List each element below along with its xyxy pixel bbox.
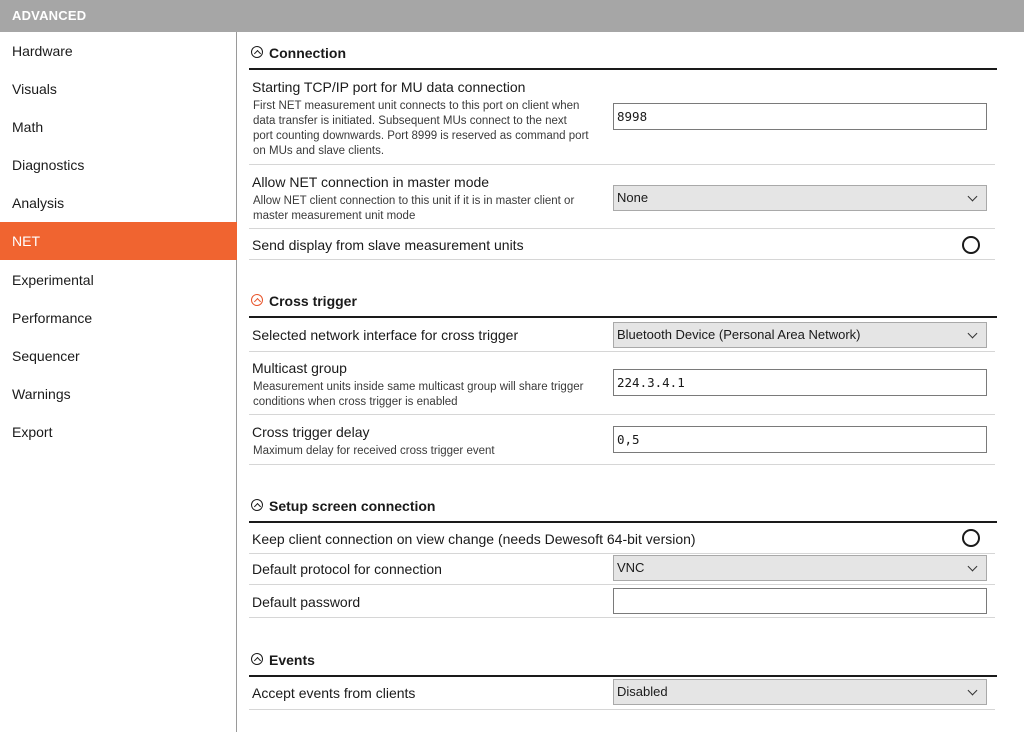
chevron-down-icon [968, 562, 978, 572]
chevron-down-icon [968, 192, 978, 202]
sidebar-item-sequencer[interactable]: Sequencer [12, 348, 80, 364]
setting-row-trigger-delay [249, 415, 995, 465]
setting-title: Cross trigger delay [252, 424, 370, 440]
sidebar-item-analysis[interactable]: Analysis [12, 195, 65, 211]
trigger-delay-input[interactable]: 0,5 [613, 426, 987, 453]
collapse-chevron-icon[interactable] [251, 499, 263, 511]
select-value: None [617, 190, 649, 205]
setting-title: Starting TCP/IP port for MU data connection [252, 79, 526, 95]
sidebar-item-export[interactable]: Export [12, 424, 53, 440]
setting-title: Send display from slave measurement units [252, 237, 524, 253]
multicast-group-input[interactable]: 224.3.4.1 [613, 369, 987, 396]
chevron-down-icon [968, 686, 978, 696]
sidebar-item-visuals[interactable]: Visuals [12, 81, 57, 97]
setting-description: Maximum delay for received cross trigger event [253, 445, 495, 457]
sidebar [0, 32, 237, 732]
setting-title: Multicast group [252, 360, 347, 376]
select-value: Disabled [617, 684, 668, 699]
window-header [0, 0, 1024, 32]
section-header-connection[interactable] [249, 34, 997, 70]
setting-title: Allow NET connection in master mode [252, 174, 490, 190]
section-title: Setup screen connection [269, 498, 436, 514]
sidebar-item-diagnostics[interactable]: Diagnostics [12, 157, 85, 173]
select-value: VNC [617, 560, 645, 575]
sidebar-item-performance[interactable]: Performance [12, 310, 93, 326]
select-value: Bluetooth Device (Personal Area Network) [617, 327, 861, 342]
accept-events-select[interactable] [613, 679, 987, 705]
collapse-chevron-icon[interactable] [251, 653, 263, 665]
section-header-cross-trigger[interactable] [249, 282, 997, 318]
setting-title: Default password [252, 594, 361, 610]
section-header-events[interactable] [249, 641, 997, 677]
sidebar-item-warnings[interactable]: Warnings [12, 386, 71, 402]
send-display-radio[interactable] [962, 236, 980, 254]
network-interface-select[interactable] [613, 322, 987, 348]
sidebar-item-math[interactable]: Math [12, 119, 44, 135]
collapse-chevron-icon[interactable] [251, 46, 263, 58]
keep-client-radio[interactable] [962, 529, 980, 547]
setting-title: Accept events from clients [252, 685, 416, 701]
section-title: Cross trigger [269, 293, 357, 309]
setting-row-password [249, 585, 995, 618]
settings-panel [238, 32, 1024, 732]
setting-row-accept-events [249, 679, 995, 710]
setting-row-protocol [249, 554, 995, 585]
setting-row-multicast [249, 352, 995, 415]
header-title: ADVANCED [12, 8, 87, 23]
setting-description: First NET measurement unit connects to this port on client when data transfer is initiated. Subsequent MUs connect to the next port counting downwards. Port 8999 is reserved as command port on MUs and slave clients. [253, 100, 589, 157]
setting-row-keep-client [249, 525, 995, 554]
sidebar-item-net[interactable]: NET [0, 222, 237, 260]
sidebar-item-hardware[interactable]: Hardware [12, 43, 73, 59]
collapse-chevron-icon[interactable] [251, 294, 263, 306]
chevron-down-icon [968, 329, 978, 339]
setting-title: Selected network interface for cross trigger [252, 327, 519, 343]
protocol-select[interactable] [613, 555, 987, 581]
section-header-setup-screen[interactable] [249, 487, 997, 523]
section-title: Connection [269, 45, 346, 61]
allow-master-select[interactable] [613, 185, 987, 211]
setting-row-network-interface [249, 320, 995, 352]
setting-title: Keep client connection on view change (needs Dewesoft 64-bit version) [252, 531, 696, 547]
section-title: Events [269, 652, 315, 668]
setting-description: Measurement units inside same multicast group will share trigger conditions when cross trigger is enabled [253, 381, 584, 408]
setting-row-start-port [249, 72, 995, 165]
setting-row-allow-master [249, 165, 995, 229]
setting-description: Allow NET client connection to this unit if it is in master client or master measurement unit mode [253, 195, 575, 222]
password-input[interactable] [613, 588, 987, 614]
setting-row-send-display [249, 229, 995, 260]
start-port-input[interactable]: 8998 [613, 103, 987, 130]
sidebar-item-experimental[interactable]: Experimental [12, 272, 94, 288]
setting-title: Default protocol for connection [252, 561, 442, 577]
